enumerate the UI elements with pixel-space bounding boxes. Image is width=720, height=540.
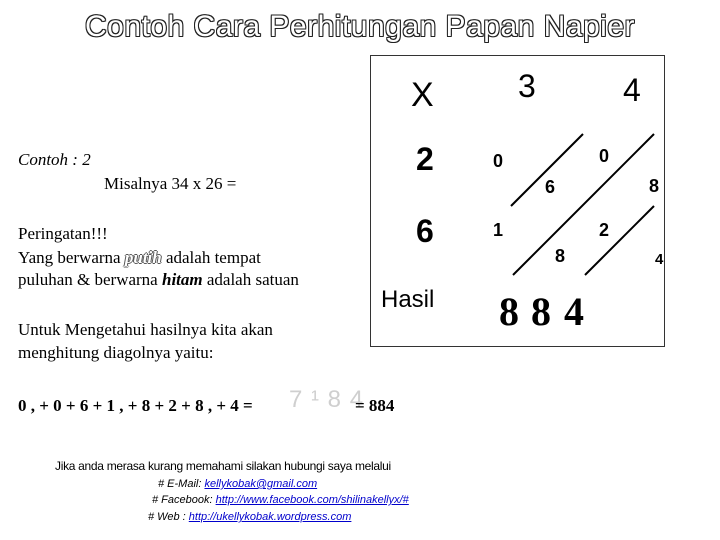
page-title: Contoh Cara Perhitungan Papan Napier <box>84 10 636 43</box>
operator-x: X <box>411 76 434 114</box>
warning-line-1-suffix: adalah tempat <box>161 248 261 267</box>
napier-grid <box>370 55 665 347</box>
top-digit-1: 3 <box>518 68 536 104</box>
footer-note: Jika anda merasa kurang memahami silakan hubungi saya melalui <box>55 459 391 473</box>
cell-r1c2-units: 8 <box>649 176 660 196</box>
warning-line-1-prefix: Yang berwarna <box>18 248 125 267</box>
cell-r1c2-tens: 0 <box>599 146 610 166</box>
equation-result: = 884 <box>355 396 395 415</box>
diagonal-line-1: Untuk Mengetahui hasilnya kita akan <box>18 320 273 339</box>
warning-line-2-suffix: adalah satuan <box>202 270 299 289</box>
result-digit-2: 8 <box>531 289 551 334</box>
example-line: Misalnya 34 x 26 = <box>104 174 237 193</box>
carry-overlay: 7 ¹ 8 4 <box>289 386 365 413</box>
equation-text: 0 , + 0 + 6 + 1 , + 8 + 2 + 8 , + 4 = <box>18 396 253 415</box>
diagonal-2 <box>513 134 654 275</box>
warning-word-hitam: hitam <box>161 270 203 289</box>
warning-heading: Peringatan!!! <box>18 224 108 243</box>
cell-r1c1-tens: 0 <box>493 151 504 171</box>
left-digit-2: 6 <box>416 213 434 249</box>
email-link[interactable]: kellykobak@gmail.com <box>204 478 318 490</box>
diagonal-line-2: menghitung diagolnya yaitu: <box>18 343 214 362</box>
cell-r2c2-tens: 2 <box>599 220 610 240</box>
web-link[interactable]: http://ukellykobak.wordpress.com <box>188 511 352 523</box>
footer-facebook <box>152 494 409 506</box>
diagonal-3 <box>585 206 654 275</box>
result-digit-3: 4 <box>564 289 584 334</box>
warning-line-2-prefix: puluhan & berwarna <box>18 270 162 289</box>
facebook-link[interactable]: http://www.facebook.com/shilinakellyx/# <box>215 494 409 506</box>
web-label: # Web : <box>148 511 189 523</box>
top-digit-2: 4 <box>623 72 641 108</box>
footer-email <box>158 478 317 490</box>
cell-r2c1-units: 8 <box>555 246 566 266</box>
lattice-cell-area <box>479 134 654 274</box>
footer-web <box>148 511 351 523</box>
warning-word-putih: putih <box>124 248 162 267</box>
hasil-label: Hasil <box>381 286 435 313</box>
cell-r2c2-units: 4 <box>655 251 664 268</box>
warning-line-2 <box>18 270 299 290</box>
cell-r1c1-units: 6 <box>545 177 556 197</box>
email-label: # E-Mail: <box>158 478 205 490</box>
result-digit-1: 8 <box>499 289 519 334</box>
warning-line-1 <box>18 248 261 268</box>
example-heading: Contoh : 2 <box>18 150 91 169</box>
cell-r2c1-tens: 1 <box>493 220 504 240</box>
left-digit-1: 2 <box>416 141 434 177</box>
facebook-label: # Facebook: <box>152 494 216 506</box>
